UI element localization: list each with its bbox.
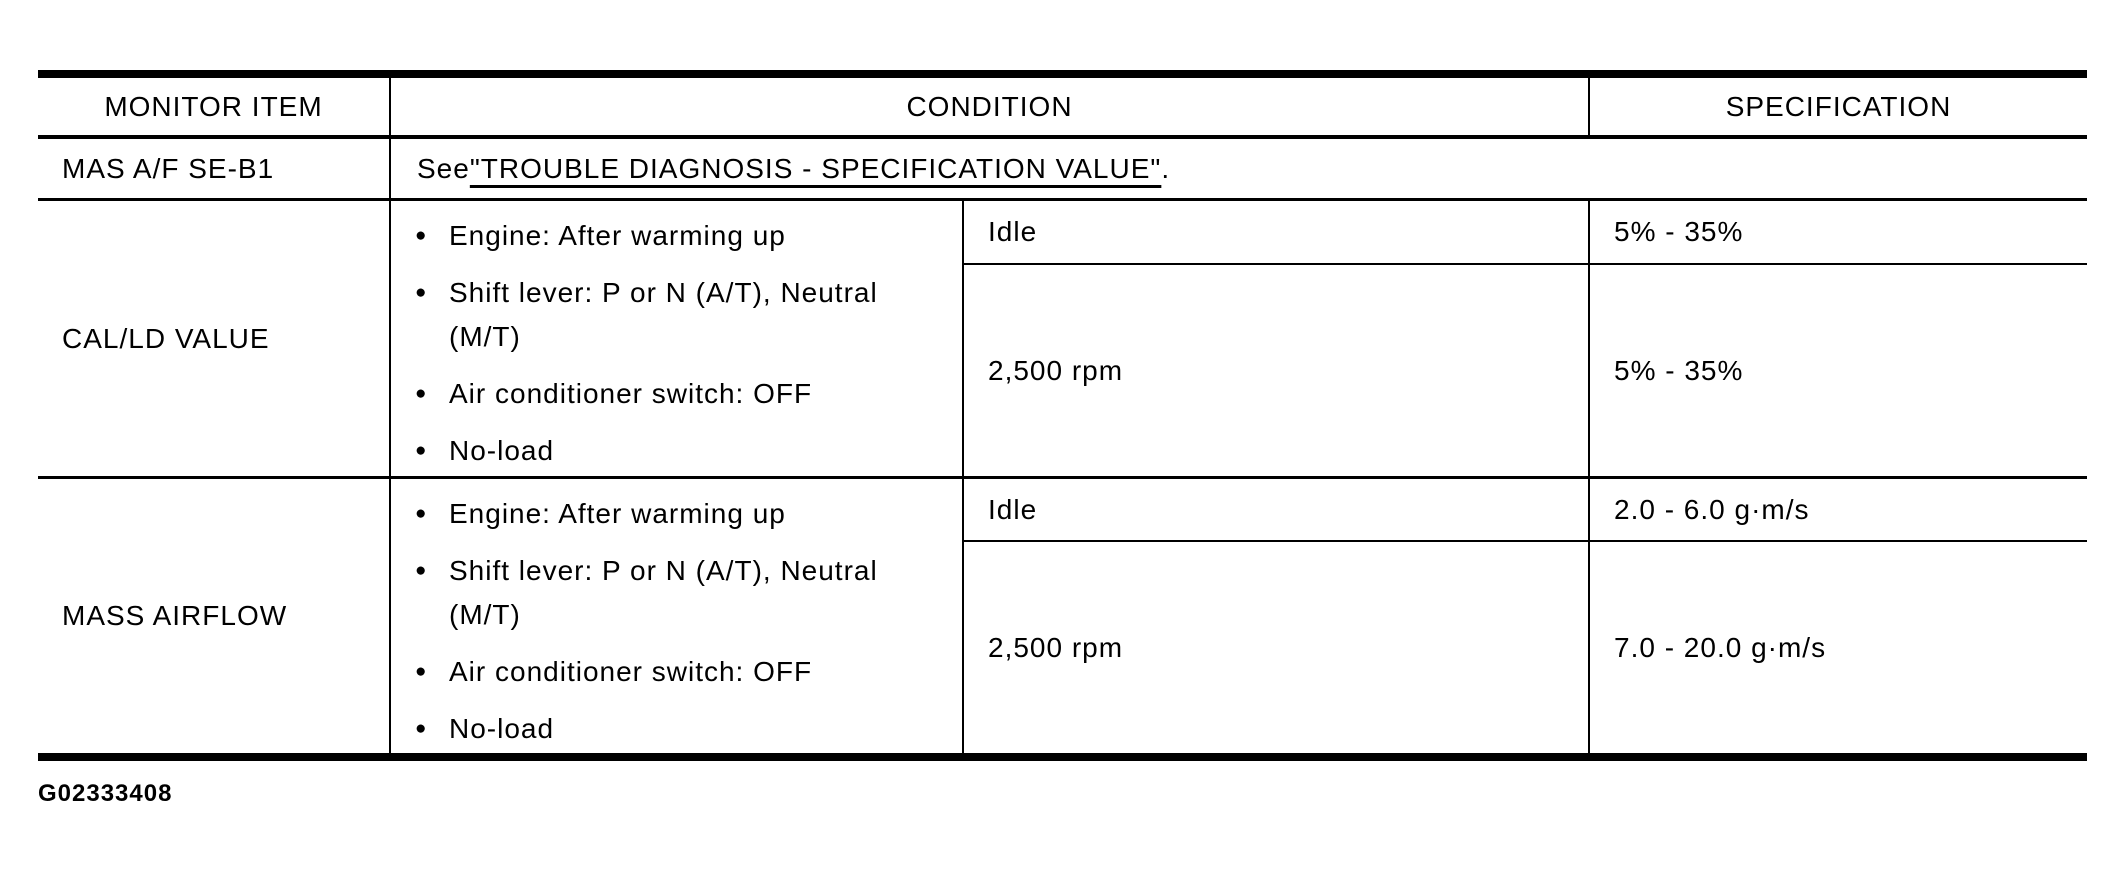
cal-ld-spec-idle: 5% - 35% xyxy=(1614,216,1744,247)
column-header-condition: CONDITION xyxy=(906,90,1073,122)
bullet-icon: ● xyxy=(415,718,428,739)
monitor-item-mas-af: MAS A/F SE-B1 xyxy=(62,152,275,184)
see-reference-cell xyxy=(391,139,2087,198)
spec-table xyxy=(38,70,2087,761)
bullet-icon: ● xyxy=(415,440,428,461)
bullet-icon: ● xyxy=(415,282,428,303)
mass-airflow-conditions xyxy=(391,479,960,753)
column-header-monitor-item: MONITOR ITEM xyxy=(104,90,323,122)
condition-text: Shift lever: P or N (A/T), Neutral (M/T) xyxy=(449,277,878,352)
cal-ld-subcondition-idle: Idle xyxy=(988,216,1038,247)
condition-text: Air conditioner switch: OFF xyxy=(449,378,813,409)
condition-text: Air conditioner switch: OFF xyxy=(449,656,813,687)
cal-ld-conditions xyxy=(391,201,960,476)
condition-item xyxy=(415,271,960,359)
cal-ld-subcondition-2500rpm: 2,500 rpm xyxy=(988,354,1124,386)
condition-text: Engine: After warming up xyxy=(449,498,786,529)
see-suffix: . xyxy=(1161,152,1171,184)
monitor-item-cal-ld: CAL/LD VALUE xyxy=(62,322,270,354)
table-bottom-border xyxy=(38,753,2087,761)
bullet-icon: ● xyxy=(415,503,428,524)
trouble-diagnosis-link[interactable]: "TROUBLE DIAGNOSIS - SPECIFICATION VALUE" xyxy=(469,152,1162,184)
mass-airflow-subcondition-idle: Idle xyxy=(988,493,1038,525)
mass-airflow-subcondition-2500rpm: 2,500 rpm xyxy=(988,631,1124,663)
figure-id: G02333408 xyxy=(38,780,173,807)
see-prefix: See xyxy=(417,152,470,184)
bullet-icon: ● xyxy=(415,225,428,246)
bullet-icon: ● xyxy=(415,661,428,682)
condition-text: No-load xyxy=(449,435,555,466)
condition-item xyxy=(415,372,960,416)
bullet-icon: ● xyxy=(415,383,428,404)
condition-item xyxy=(415,429,960,473)
condition-text: Shift lever: P or N (A/T), Neutral (M/T) xyxy=(449,555,878,630)
mass-airflow-spec-idle: 2.0 - 6.0 g·m/s xyxy=(1614,493,1810,525)
condition-item xyxy=(415,214,960,258)
cal-ld-spec-2500rpm: 5% - 35% xyxy=(1614,354,1744,386)
condition-text: Engine: After warming up xyxy=(449,220,786,251)
table-top-border xyxy=(38,70,2087,78)
mass-airflow-spec-2500rpm: 7.0 - 20.0 g·m/s xyxy=(1614,631,1827,663)
bullet-icon: ● xyxy=(415,560,428,581)
monitor-item-mass-airflow: MASS AIRFLOW xyxy=(62,600,288,631)
column-header-specification: SPECIFICATION xyxy=(1725,90,1952,122)
condition-item xyxy=(415,650,960,694)
condition-text: No-load xyxy=(449,713,555,744)
condition-item xyxy=(415,549,960,637)
condition-item xyxy=(415,492,960,536)
condition-item xyxy=(415,707,960,751)
